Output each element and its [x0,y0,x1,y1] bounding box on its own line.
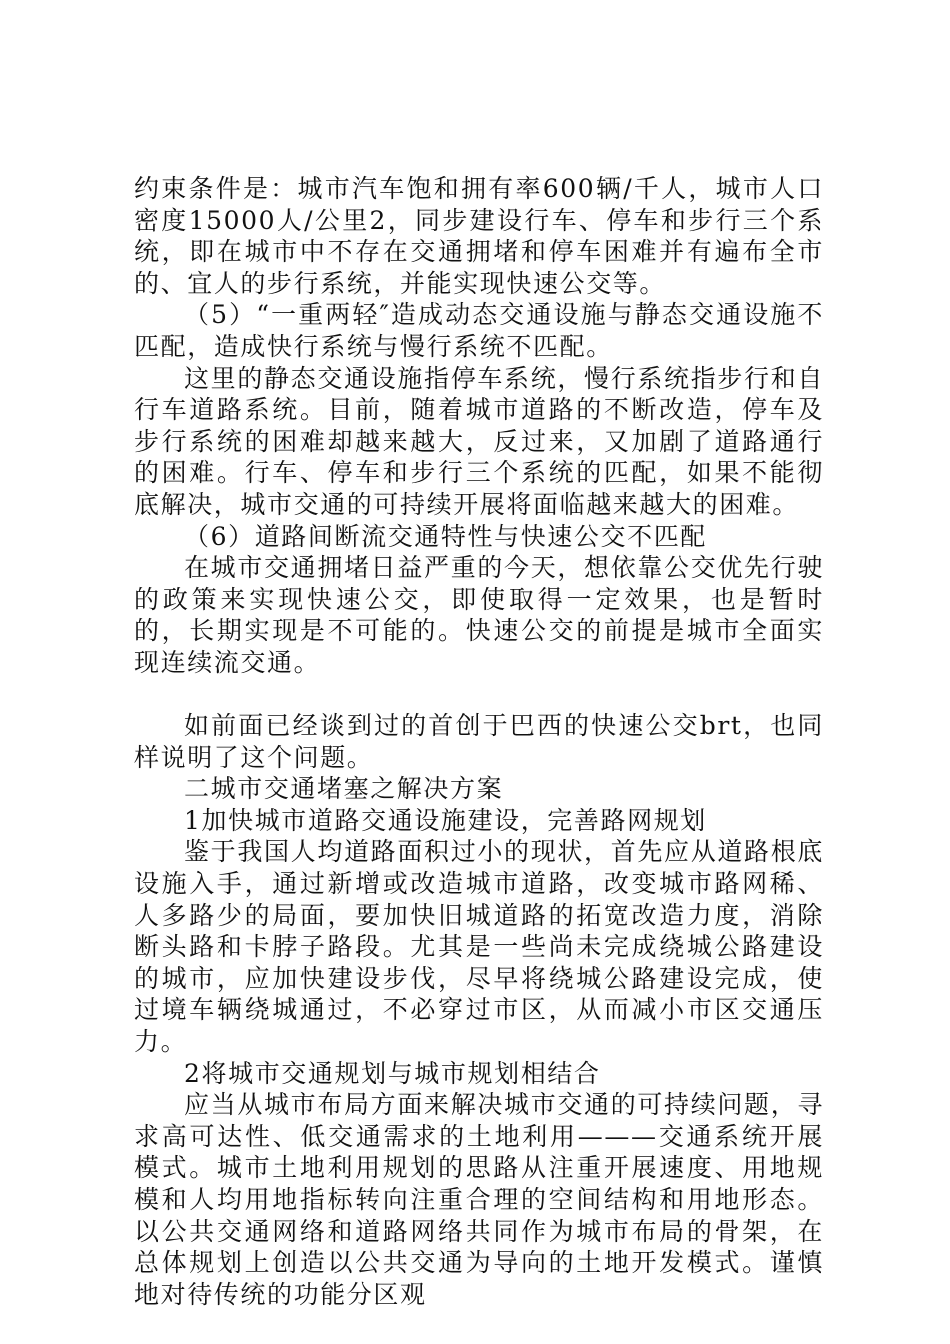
subheading-planning-integration: 2将城市交通规划与城市规划相结合 [184,1058,601,1088]
paragraph-static-traffic: 这里的静态交通设施指停车系统，慢行系统指步行和自行车道路系统。目前，随着城市道路的不断改造，停车及步行系统的困难却越来越大，反过来，又加剧了道路通行的困难。行车、停车和步行三个系统的匹配，如果不能彻底解决，城市交通的可持续开展将面临越来越大的困难。 [134,363,824,519]
document-body [134,173,824,1310]
paragraph-land-use-planning: 应当从城市布局方面来解决城市交通的可持续问题，寻求高可达性、低交通需求的土地利用———交通系统开展模式。城市土地利用规划的思路从注重开展速度、用地规模和人均用地指标转向注重合理的空间结构和用地形态。以公共交通网络和道路网络共同作为城市布局的骨架，在总体规划上创造以公共交通为导向的土地开发模式。谨慎地对待传统的功能分区观 [134,1090,824,1309]
paragraph-brt-example: 如前面已经谈到过的首创于巴西的快速公交brt，也同样说明了这个问题。 [134,711,824,772]
paragraph-constraint-conditions: 约束条件是：城市汽车饱和拥有率600辆/千人，城市人口密度15000人/公里2，同步建设行车、停车和步行三个系统，即在城市中不存在交通拥堵和停车困难并有遍布全市的、宜人的步行系统，并能实现快速公交等。 [134,174,824,298]
paragraph-point-5-heading: （5）“一重两轻″造成动态交通设施与静态交通设施不匹配，造成快行系统与慢行系统不匹配。 [134,300,824,361]
section-heading-solutions: 二城市交通堵塞之解决方案 [184,774,504,804]
subheading-road-construction: 1加快城市道路交通设施建设，完善路网规划 [184,805,707,835]
paragraph-spacer [134,679,824,711]
paragraph-point-6-heading: （6）道路间断流交通特性与快速公交不匹配 [184,521,707,551]
paragraph-bus-priority: 在城市交通拥堵日益严重的今天，想依靠公交优先行驶的政策来实现快速公交，即使取得一定效果，也是暂时的，长期实现是不可能的。快速公交的前提是城市全面实现连续流交通。 [134,553,824,677]
paragraph-road-infrastructure: 鉴于我国人均道路面积过小的现状，首先应从道路根底设施入手，通过新增或改造城市道路，改变城市路网稀、人多路少的局面，要加快旧城道路的拓宽改造力度，消除断头路和卡脖子路段。尤其是一些尚未完成绕城公路建设的城市，应加快建设步伐，尽早将绕城公路建设完成，使过境车辆绕城通过，不必穿过市区，从而减小市区交通压力。 [134,837,824,1057]
